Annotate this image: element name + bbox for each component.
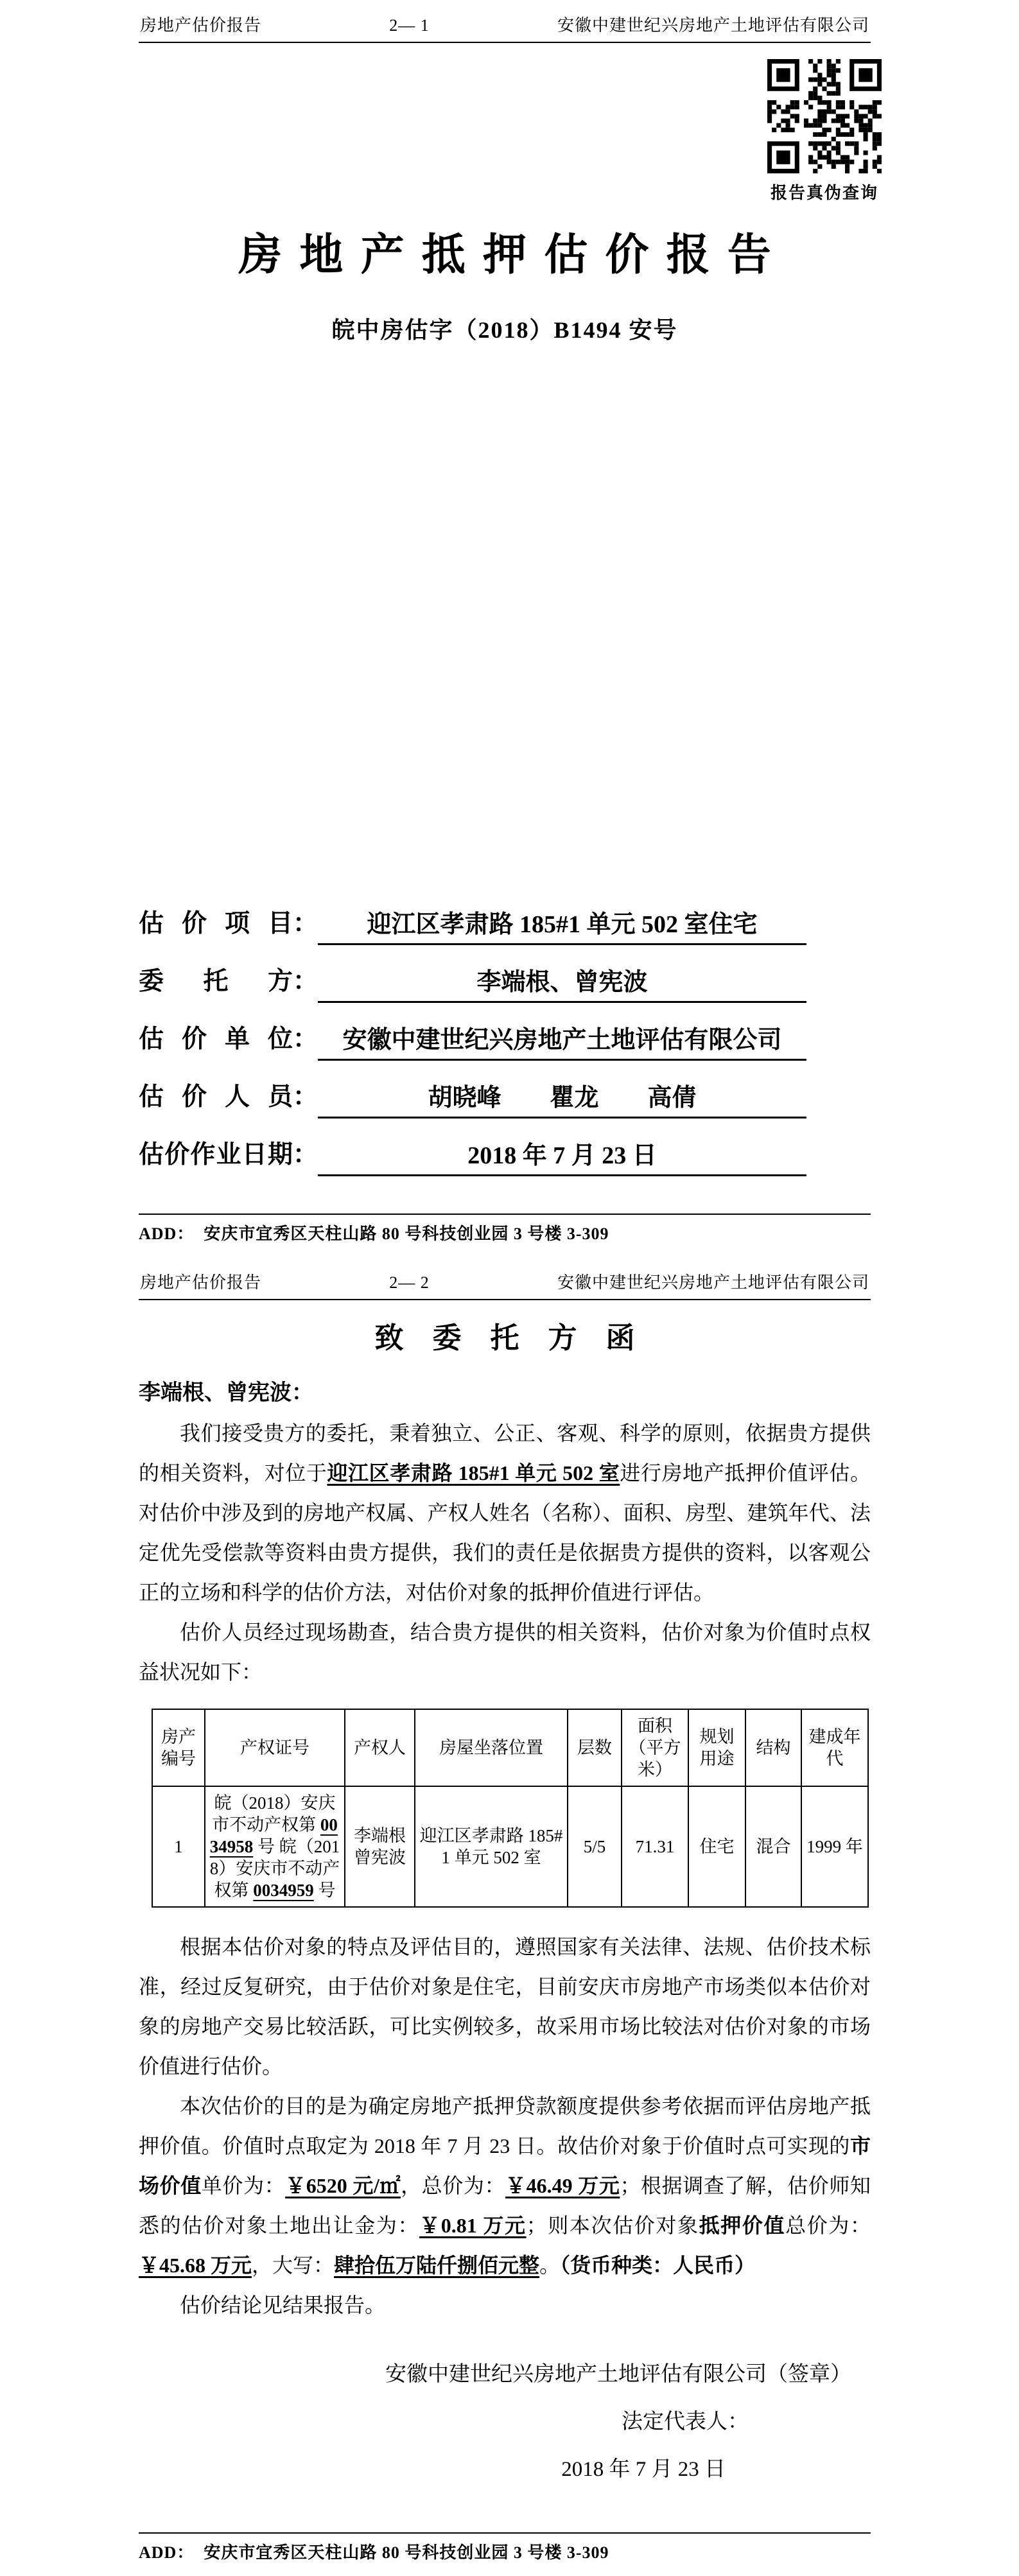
text-segment: 。 bbox=[539, 2254, 561, 2277]
text-segment: 混合 bbox=[756, 1837, 791, 1856]
form-field-row bbox=[139, 887, 806, 945]
paragraph bbox=[139, 1612, 871, 1692]
table-header-cell: 结构 bbox=[745, 1709, 801, 1786]
text-segment: 住宅 bbox=[699, 1837, 735, 1856]
header-doc-type: 房地产估价报告 bbox=[140, 1273, 262, 1292]
field-value: 胡晓峰 瞿龙 高倩 bbox=[318, 1077, 806, 1118]
field-colon: ： bbox=[293, 967, 318, 995]
table-header-cell: 层数 bbox=[568, 1709, 622, 1786]
field-label: 估价项目 bbox=[139, 909, 293, 937]
field-value: 2018 年 7 月 23 日 bbox=[318, 1135, 806, 1176]
table-cell bbox=[415, 1786, 568, 1907]
table-cell bbox=[622, 1786, 688, 1907]
text-segment: ￥45.68 万元 bbox=[139, 2254, 252, 2277]
text-segment: 市场价值 bbox=[139, 2134, 871, 2197]
paragraph bbox=[139, 1413, 871, 1612]
text-segment: 71.31 bbox=[635, 1837, 675, 1856]
text-segment: 估价人员经过现场勘查，结合贵方提供的相关资料，估价对象为价值时点权益状况如下： bbox=[139, 1621, 871, 1684]
table-header-cell: 房屋坐落位置 bbox=[415, 1709, 568, 1786]
signature-block bbox=[139, 2351, 871, 2493]
letter-body-after bbox=[139, 1927, 871, 2325]
table-header-cell: 产权证号 bbox=[205, 1709, 345, 1786]
table-cell bbox=[688, 1786, 745, 1907]
page2-footer-address: ADD： 安庆市宜秀区天柱山路 80 号科技创业园 3 号楼 3-309 bbox=[139, 2532, 871, 2563]
text-segment: 1999 年 bbox=[806, 1837, 863, 1856]
field-colon: ： bbox=[293, 1025, 318, 1053]
text-segment: 根据本估价对象的特点及评估目的，遵照国家有关法律、法规、估价技术标准，经过反复研究，由于估价对象是住宅，目前安庆市房地产市场类似本估价对象的房地产交易比较活跃，可比实例较多，故采用市场比较法对估价对象的市场价值进行估价。 bbox=[139, 1935, 871, 2078]
letter-title: 致委托方函 bbox=[374, 1321, 664, 1354]
page-1 bbox=[0, 0, 1019, 1257]
text-segment: 1 bbox=[174, 1837, 183, 1856]
field-colon: ： bbox=[293, 909, 318, 937]
field-value: 安徽中建世纪兴房地产土地评估有限公司 bbox=[318, 1020, 806, 1061]
table-header-cell: 面积（平方米） bbox=[622, 1709, 688, 1786]
table-cell bbox=[801, 1786, 868, 1907]
text-segment: ￥6520 元/㎡ bbox=[285, 2174, 401, 2197]
form-field-row bbox=[139, 1003, 806, 1061]
text-segment: 单价为： bbox=[201, 2174, 286, 2197]
text-segment: ，总价为： bbox=[401, 2174, 506, 2197]
form-field-row bbox=[139, 945, 806, 1003]
table-header-cell: 规划用途 bbox=[688, 1709, 745, 1786]
text-segment: ；则本次估价对象 bbox=[526, 2214, 699, 2237]
text-segment: 我们接受贵方的委托，秉着独立、公正、客观、科学的原则，依据贵方提供的相关资料，对位于 bbox=[139, 1422, 871, 1484]
table-cell bbox=[152, 1786, 205, 1907]
text-segment: 本次估价的目的是为确定房地产抵押贷款额度提供参考依据而评估房地产抵押价值。价值时点取定为 2018 年 7 月 23 日。故估价对象于价值时点可实现的 bbox=[139, 2094, 871, 2157]
text-segment: 0034958 bbox=[209, 1815, 338, 1856]
text-segment: 号 bbox=[313, 1881, 336, 1900]
report-number: 皖中房估字（2018）B1494 安号 bbox=[331, 317, 678, 343]
page1-footer-address: ADD： 安庆市宜秀区天柱山路 80 号科技创业园 3 号楼 3-309 bbox=[139, 1214, 871, 1244]
field-colon: ： bbox=[293, 1140, 318, 1169]
page1-header bbox=[139, 0, 871, 43]
table-header-cell: 建成年代 bbox=[801, 1709, 868, 1786]
page-2 bbox=[0, 1257, 1019, 2576]
letter-body bbox=[139, 1413, 871, 1692]
signature-legal-rep: 法定代表人： bbox=[622, 2410, 749, 2433]
header-page-number: 2— 2 bbox=[389, 1273, 430, 1292]
table-cell bbox=[568, 1786, 622, 1907]
text-segment: 皖（2018）安庆市不动产权第 bbox=[212, 1793, 336, 1834]
field-label: 委托方 bbox=[139, 967, 293, 995]
field-label: 估价作业日期 bbox=[139, 1140, 293, 1169]
report-title: 房地产抵押估价报告 bbox=[238, 230, 788, 279]
property-table-body bbox=[152, 1786, 868, 1907]
text-segment: 号 皖（2018）安庆市不动产权第 bbox=[209, 1837, 340, 1900]
text-segment: 李端根 曾宪波 bbox=[354, 1826, 406, 1867]
table-row bbox=[152, 1786, 868, 1907]
text-segment: 迎江区孝肃路 185#1 单元 502 室 bbox=[419, 1826, 563, 1867]
field-label: 估价单位 bbox=[139, 1025, 293, 1053]
table-cell bbox=[205, 1786, 345, 1907]
text-segment: 抵押价值 bbox=[699, 2214, 786, 2237]
table-cell bbox=[745, 1786, 801, 1907]
qr-code-icon bbox=[767, 59, 882, 173]
text-segment: 0034959 bbox=[253, 1881, 314, 1900]
header-company-name: 安徽中建世纪兴房地产土地评估有限公司 bbox=[557, 16, 869, 35]
qr-block bbox=[767, 59, 882, 204]
text-segment: 估价结论见结果报告。 bbox=[180, 2293, 386, 2317]
field-value: 李端根、曾宪波 bbox=[318, 962, 806, 1003]
text-segment: ；根据调查了解，估价师知悉的估价对象土地出让金为： bbox=[139, 2174, 871, 2237]
paragraph bbox=[139, 1927, 871, 2086]
signature-company: 安徽中建世纪兴房地产土地评估有限公司（签章） bbox=[385, 2363, 851, 2386]
text-segment: 5/5 bbox=[583, 1837, 606, 1856]
paragraph bbox=[139, 2086, 871, 2285]
qr-caption: 报告真伪查询 bbox=[770, 184, 878, 202]
salutation: 李端根、曾宪波： bbox=[139, 1381, 313, 1405]
text-segment: 迎江区孝肃路 185#1 单元 502 室 bbox=[327, 1461, 620, 1484]
text-segment: ￥0.81 万元 bbox=[419, 2214, 527, 2237]
header-page-number: 2— 1 bbox=[389, 16, 430, 35]
text-segment: 肆拾伍万陆仟捌佰元整 bbox=[334, 2254, 540, 2277]
table-header-cell: 房产编号 bbox=[152, 1709, 205, 1786]
header-doc-type: 房地产估价报告 bbox=[140, 16, 262, 35]
text-segment: ￥46.49 万元 bbox=[505, 2174, 620, 2197]
table-header-cell: 产权人 bbox=[345, 1709, 415, 1786]
property-table-head bbox=[152, 1709, 868, 1786]
form-field-row bbox=[139, 1061, 806, 1118]
property-table bbox=[152, 1709, 869, 1908]
text-segment: （货币种类：人民币） bbox=[560, 2254, 756, 2277]
header-company-name: 安徽中建世纪兴房地产土地评估有限公司 bbox=[557, 1273, 869, 1292]
text-segment: ，大写： bbox=[252, 2254, 335, 2277]
field-value: 迎江区孝肃路 185#1 单元 502 室住宅 bbox=[318, 904, 806, 945]
property-table-head-row bbox=[152, 1709, 868, 1786]
field-label: 估价人员 bbox=[139, 1083, 293, 1111]
form-fields bbox=[139, 887, 806, 1176]
text-segment: 进行房地产抵押价值评估。对估价中涉及到的房地产权属、产权人姓名（名称）、面积、房型、建筑年代、法定优先受偿款等资料由贵方提供，我们的责任是依据贵方提供的资料，以客观公正的立场和科学的估价方法，对估价对象的抵押价值进行评估。 bbox=[139, 1461, 871, 1604]
signature-date: 2018 年 7 月 23 日 bbox=[561, 2458, 726, 2481]
page2-header bbox=[139, 1257, 871, 1300]
text-segment: 总价为： bbox=[785, 2214, 871, 2237]
field-colon: ： bbox=[293, 1083, 318, 1111]
form-field-row bbox=[139, 1118, 806, 1176]
table-cell bbox=[345, 1786, 415, 1907]
paragraph bbox=[139, 2285, 871, 2325]
